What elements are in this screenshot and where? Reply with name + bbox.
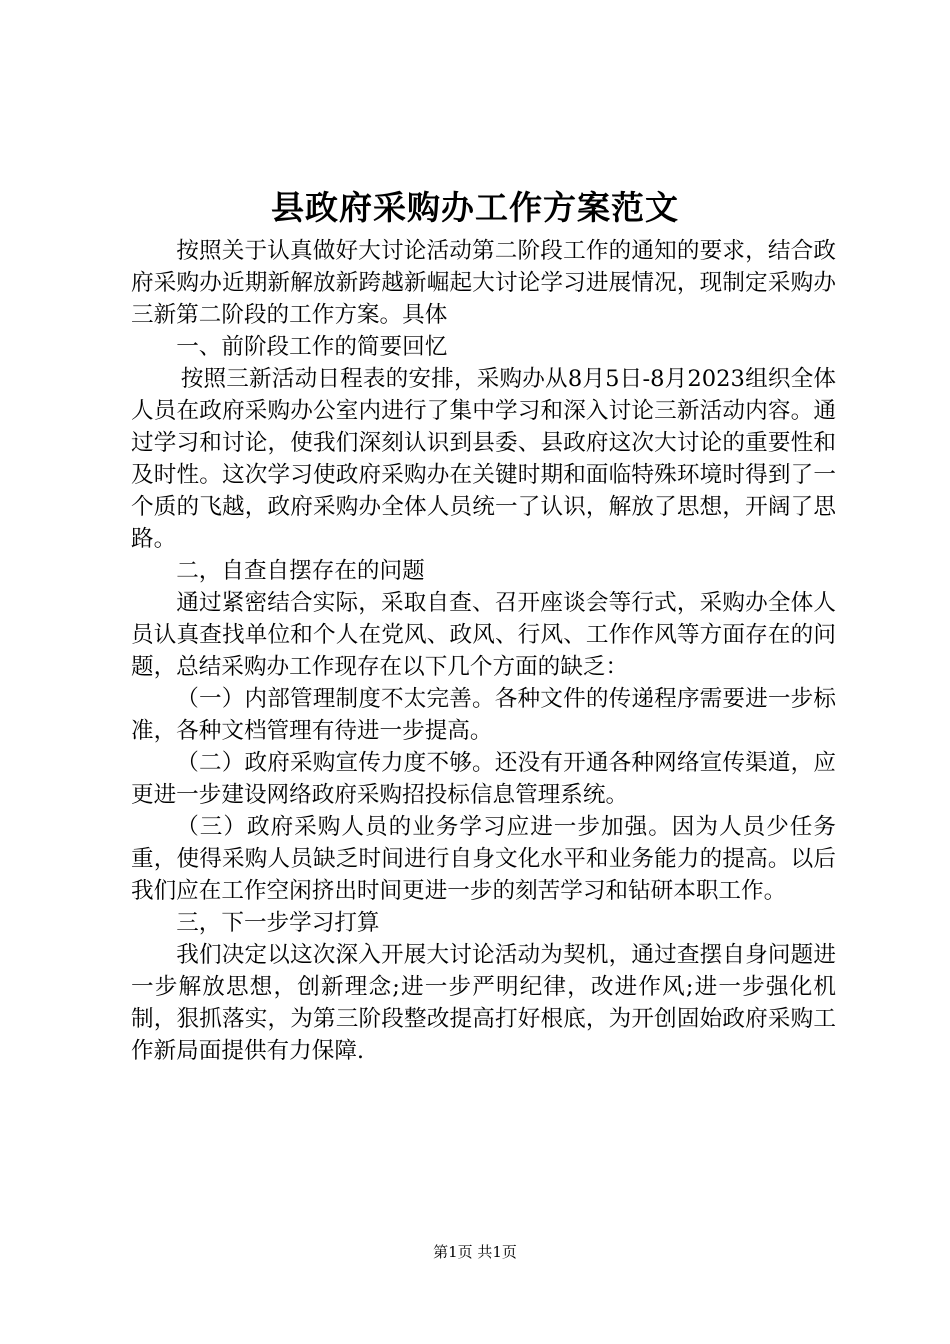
- list-item-problem-3: （三）政府采购人员的业务学习应进一步加强。因为人员少任务重，使得采购人员缺乏时间进行自身文化水平和业务能力的提高。以后我们应在工作空闲挤出时间更进一步的刻苦学习和钻研本职工作。: [131, 814, 836, 904]
- paragraph-review: 按照三新活动日程表的安排，采购办从8月5日-8月2023组织全体人员在政府采购办公室内进行了集中学习和深入讨论三新活动内容。通过学习和讨论，使我们深刻认识到县委、县政府这次大讨论的重要性和及时性。这次学习使政府采购办在关键时期和面临特殊环境时得到了一个质的飞越，政府采购办全体人员统一了认识，解放了思想，开阔了思路。: [131, 366, 836, 552]
- paragraph-intro: 按照关于认真做好大讨论活动第二阶段工作的通知的要求，结合政府采购办近期新解放新跨越新崛起大讨论学习进展情况，现制定采购办三新第二阶段的工作方案。具体: [131, 238, 836, 328]
- document-body: [131, 235, 836, 1067]
- section-heading-2: 二，自查自摆存在的问题: [176, 558, 425, 584]
- page-footer: 第1页 共1页: [433, 1243, 517, 1261]
- list-item-problem-1: （一）内部管理制度不太完善。各种文件的传递程序需要进一步标准，各种文档管理有待进一步提高。: [131, 686, 836, 744]
- paragraph-problems: 通过紧密结合实际，采取自查、召开座谈会等行式，采购办全体人员认真查找单位和个人在党风、政风、行风、工作作风等方面存在的问题，总结采购办工作现存在以下几个方面的缺乏：: [131, 590, 836, 680]
- document-title: 县政府采购办工作方案范文: [271, 188, 679, 227]
- section-heading-1: 一、前阶段工作的简要回忆: [176, 334, 448, 360]
- list-item-problem-2: （二）政府采购宣传力度不够。还没有开通各种网络宣传渠道，应更进一步建设网络政府采购招投标信息管理系统。: [131, 750, 836, 808]
- section-heading-3: 三，下一步学习打算: [176, 910, 380, 936]
- paragraph-plan: 我们决定以这次深入开展大讨论活动为契机，通过查摆自身问题进一步解放思想，创新理念;进一步严明纪律，改进作风;进一步强化机制，狠抓落实，为第三阶段整改提高打好根底，为开创固始政府采购工作新局面提供有力保障.: [131, 942, 836, 1064]
